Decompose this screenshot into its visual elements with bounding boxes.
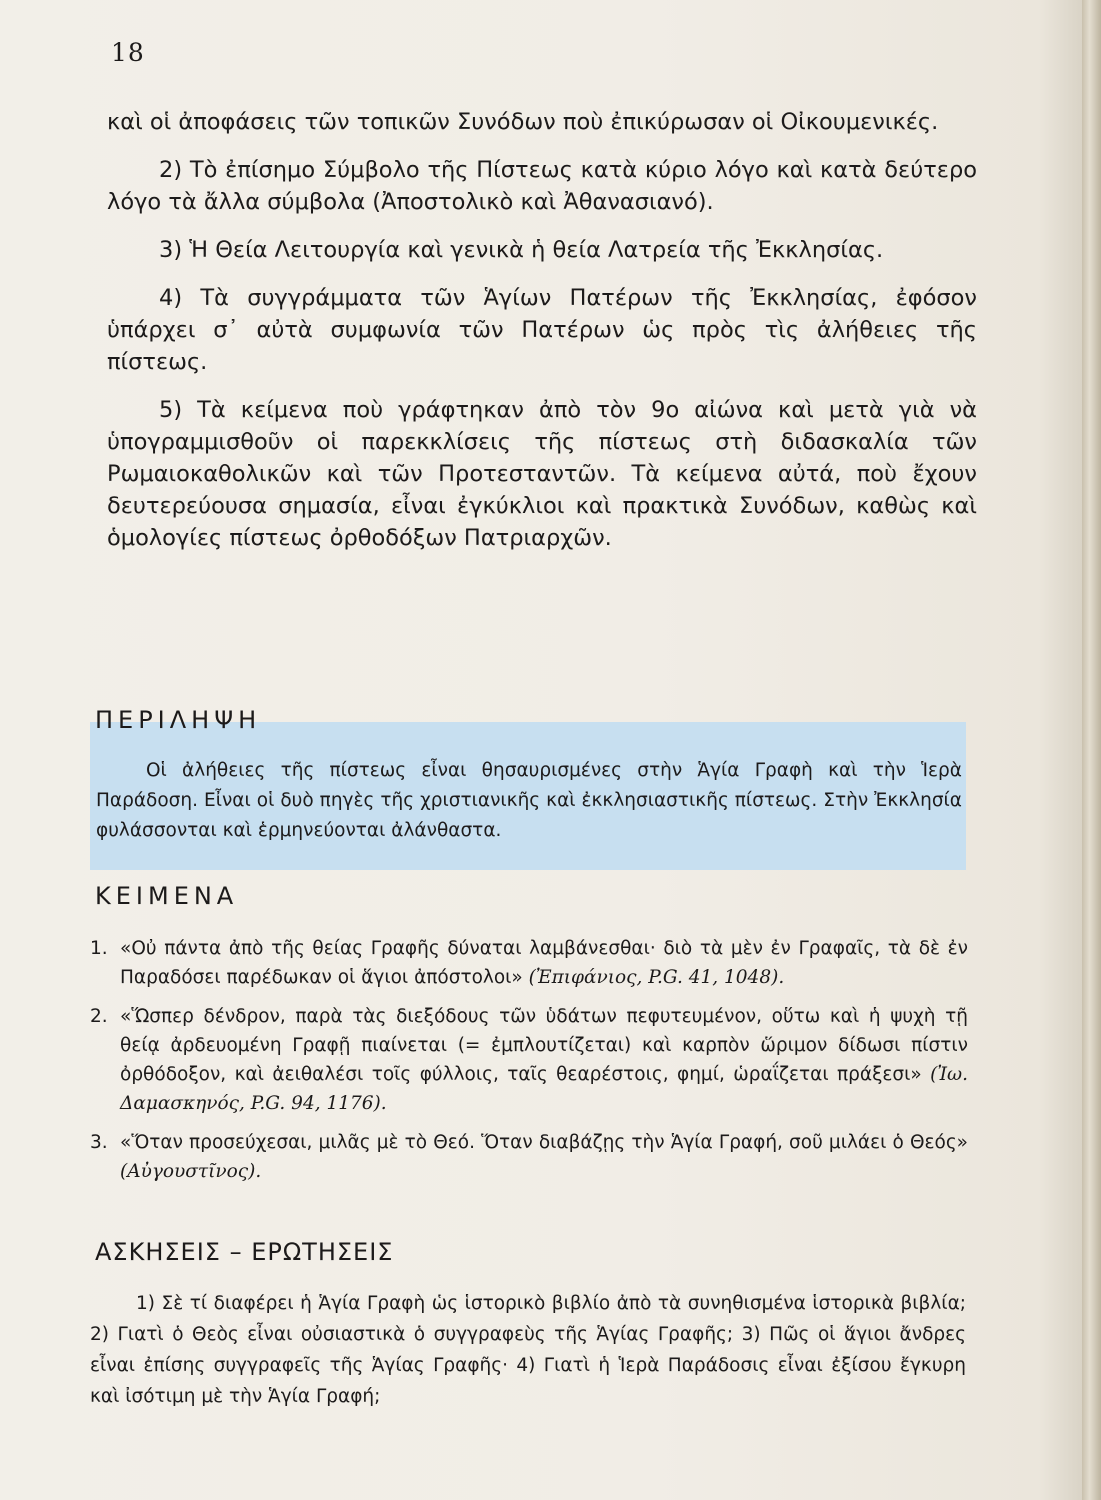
paragraph-item-4: 4) Τὰ συγγράμματα τῶν Ἁγίων Πατέρων τῆς Ἐκκλησίας, ἐφόσον ὑπάρχει σ᾽ αὐτὰ συμφωνία τῶν Πατέρων ὡς πρὸς τὶς ἀλήθειες τῆς πίστεως. bbox=[107, 285, 977, 375]
page-number: 18 bbox=[111, 38, 145, 67]
texts-list bbox=[90, 934, 968, 1196]
text-item-quote: «Ὥσπερ δένδρον, παρὰ τὰς διεξόδους τῶν ὑδάτων πεφυτευμένον, οὕτω καὶ ἡ ψυχὴ τῇ θείᾳ ἀρδευομένη Γραφῇ πιαίνεται (= ἐμπλουτίζεται) καὶ καρπὸν ὥριμον δίδωσι πίστιν ὀρθόδοξον, καὶ ἀειθαλέσι τοῖς φύλλοις, ταῖς θεαρέστοις, φημί, ὡραΐζεται πράξεσι» bbox=[120, 1006, 968, 1085]
text-item-number: 1. bbox=[90, 938, 108, 959]
paragraph-item-5: 5) Τὰ κείμενα ποὺ γράφτηκαν ἀπὸ τὸν 9ο αἰώνα καὶ μετὰ γιὰ νὰ ὑπογραμμισθοῦν οἱ παρεκκλίσεις τῆς πίστεως στὴ διδασκαλία τῶν Ρωμαιοκαθολικῶν καὶ τῶν Προτεσταντῶν. Τὰ κείμενα αὐτά, ποὺ ἔχουν δευτερεύουσα σημασία, εἶναι ἐγκύκλιοι καὶ πρακτικὰ Συνόδων, καθὼς καὶ ὁμολογίες πίστεως ὀρθοδόξων Πατριαρχῶν. bbox=[107, 397, 977, 551]
paragraph-continuation: καὶ οἱ ἀποφάσεις τῶν τοπικῶν Συνόδων ποὺ ἐπικύρωσαν οἱ Οἰκουμενικές. bbox=[107, 109, 939, 135]
text-item-citation: (Ἰω. Δαμασκηνός, P.G. 94, 1176). bbox=[120, 1064, 968, 1114]
exercises-paragraph: 1) Σὲ τί διαφέρει ἡ Ἁγία Γραφὴ ὡς ἱστορικὸ βιβλίο ἀπὸ τὰ συνηθισμένα ἱστορικὰ βιβλία; 2) Γιατὶ ὁ Θεὸς εἶναι οὐσιαστικὰ ὁ συγγραφεὺς τῆς Ἁγίας Γραφῆς; 3) Πῶς οἱ ἅγιοι ἄνδρες εἶναι ἐπίσης συγγραφεῖς τῆς Ἁγίας Γραφῆς· 4) Γιατὶ ἡ Ἱερὰ Παράδοσις εἶναι ἐξίσου ἔγκυρη καὶ ἰσότιμη μὲ τὴν Ἁγία Γραφή; bbox=[90, 1293, 966, 1407]
book-spine-edge bbox=[1082, 0, 1101, 1500]
text-item-citation: (Αὐγουστῖνος). bbox=[120, 1161, 262, 1182]
paragraph-item-3: 3) Ἡ Θεία Λειτουργία καὶ γενικὰ ἡ θεία Λατρεία τῆς Ἐκκλησίας. bbox=[159, 237, 884, 263]
text-item-number: 3. bbox=[90, 1132, 108, 1153]
text-item bbox=[90, 1002, 968, 1118]
summary-text bbox=[96, 756, 962, 846]
text-item-quote: «Οὐ πάντα ἀπὸ τῆς θείας Γραφῆς δύναται λαμβάνεσθαι· διὸ τὰ μὲν ἐν Γραφαῖς, τὰ δὲ ἐν Παραδόσει παρέδωκαν οἱ ἅγιοι ἀπόστολοι» bbox=[120, 938, 968, 988]
text-item-number: 2. bbox=[90, 1006, 108, 1027]
exercises-text bbox=[90, 1288, 966, 1412]
exercises-heading: ΑΣΚΗΣΕΙΣ – ΕΡΩΤΗΣΕΙΣ bbox=[95, 1238, 394, 1266]
main-text bbox=[107, 106, 977, 554]
text-item bbox=[90, 934, 968, 992]
summary-heading: ΠΕΡΙΛΗΨΗ bbox=[95, 706, 262, 734]
text-item-quote: «Ὅταν προσεύχεσαι, μιλᾶς μὲ τὸ Θεό. Ὅταν διαβάζῃς τὴν Ἁγία Γραφή, σοῦ μιλάει ὁ Θεός» bbox=[120, 1132, 968, 1153]
text-item bbox=[90, 1128, 968, 1186]
texts-heading: ΚΕΙΜΕΝΑ bbox=[95, 882, 239, 910]
text-item-citation: (Ἐπιφάνιος, P.G. 41, 1048). bbox=[528, 967, 785, 988]
paragraph-item-2: 2) Τὸ ἐπίσημο Σύμβολο τῆς Πίστεως κατὰ κύριο λόγο καὶ κατὰ δεύτερο λόγο τὰ ἄλλα σύμβολα (Ἀποστολικὸ καὶ Ἀθανασιανό). bbox=[107, 157, 977, 215]
summary-paragraph: Οἱ ἀλήθειες τῆς πίστεως εἶναι θησαυρισμένες στὴν Ἁγία Γραφὴ καὶ τὴν Ἱερὰ Παράδοση. Εἶναι οἱ δυὸ πηγὲς τῆς χριστιανικῆς καὶ ἐκκλησιαστικῆς πίστεως. Στὴν Ἐκκλησία φυλάσσονται καὶ ἑρμηνεύονται ἀλάνθαστα. bbox=[96, 760, 962, 841]
